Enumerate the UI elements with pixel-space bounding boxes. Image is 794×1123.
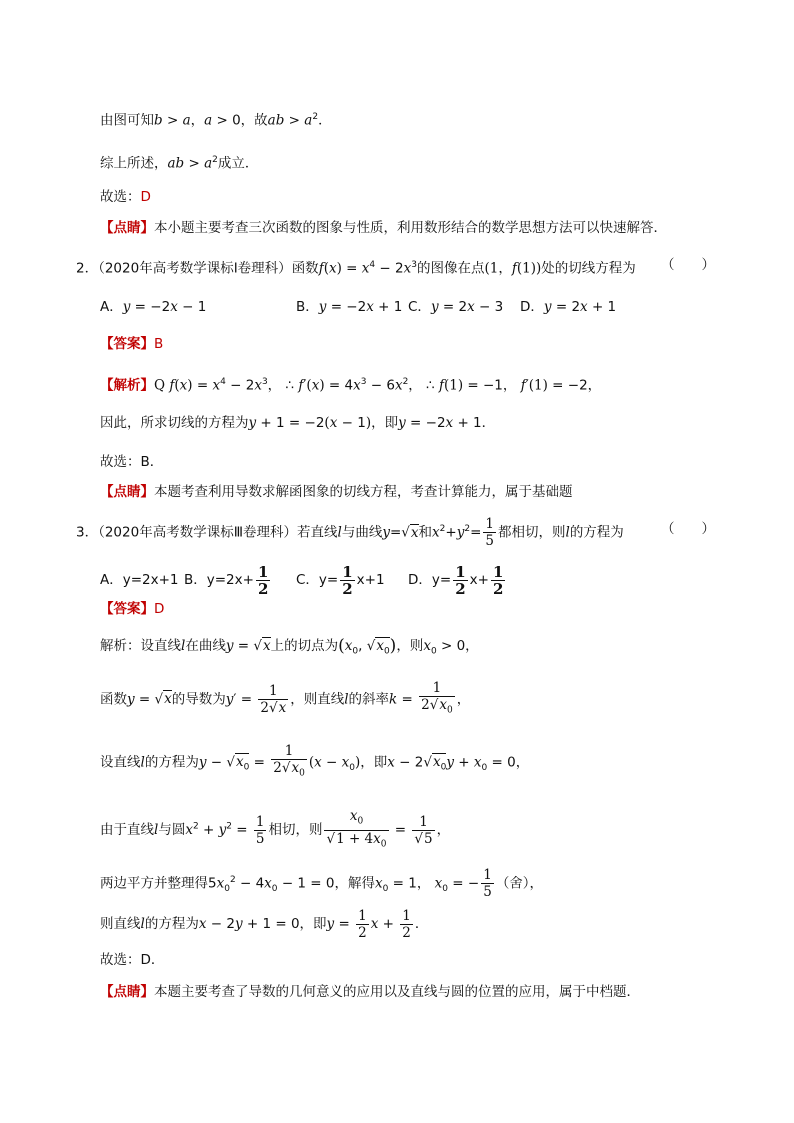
- q1-note: 【点睛】本小题主要考查三次函数的图象与性质，利用数形结合的数学思想方法可以快速解答．: [100, 220, 667, 236]
- q2-option-a[interactable]: A．y = −2x − 1: [100, 299, 207, 315]
- q2-choice: 故选：B．: [100, 454, 164, 470]
- q1-conclusion-line: 综上所述，ab > $a^2$成立．: [100, 155, 259, 172]
- q3-option-d[interactable]: D．y= $\frac{1}{2}$ x+ $\frac{1}{2}$: [408, 562, 504, 598]
- q2-analysis-line2: 因此，所求切线的方程为y + 1 = −2(x − 1)，即y = −2x + 1．: [100, 415, 496, 431]
- q2-note: 【点睛】本题考查利用导数求解函图象的切线方程，考查计算能力，属于基础题: [100, 484, 573, 500]
- q3-analysis-line4: 由于直线l与圆$x^2 + y^2$ = $\frac{1}{5}$ 相切，则 $\frac{x_0}{√1 + 4x_0}$ = $\frac{1}{√5}$ ，: [100, 808, 450, 852]
- q3-analysis-line2: 函数y = √x的导数为y′ = $\frac{1}{2√x}$ ，则直线l的斜率k = $\frac{1}{2√x_0}$ ，: [100, 680, 470, 719]
- q1-deduction-line: 由图可知b > a，a > 0，故ab > $a^2$．: [100, 112, 332, 129]
- q3-stem: 3．（2020年高考数学课标Ⅲ卷理科）若直线l与曲线y=√x和$x^2+y^2=$ $\frac{1}{5}$ 都相切，则l的方程为 （ ）: [76, 512, 624, 550]
- q3-answer-blank: （ ）: [661, 521, 715, 537]
- q3-analysis-line6: 则直线l的方程为x − 2y + 1 = 0，即y = $\frac{1}{2}$ x + $\frac{1}{2}$ ．: [100, 907, 429, 941]
- q2-analysis-line1: 【解析】Q $f(x) = x^4 - 2x^3$， ∴ $f'(x) = 4x^3 - 6x^2$， ∴ f(1) = −1， f′(1) = −2，: [100, 377, 602, 394]
- q2-answer-blank: （ ）: [661, 257, 715, 273]
- q3-choice: 故选：D．: [100, 952, 165, 968]
- q3-analysis-line3: 设直线l的方程为$y - √x_0$ = $\frac{1}{2√x_0}$ $(x - x_0)$，即$x - 2√x_0y + x_0 = 0$，: [100, 743, 529, 786]
- q3-note: 【点睛】本题主要考查了导数的几何意义的应用以及直线与圆的位置的应用，属于中档题．: [100, 984, 640, 1000]
- q3-option-b[interactable]: B．y=2x+ $\frac{1}{2}$: [184, 562, 269, 598]
- q2-option-c[interactable]: C．y = 2x − 3: [408, 299, 504, 315]
- q3-analysis-line5: 两边平方并整理得$5x_0^2 - 4x_0 - 1 = 0$，解得$x_0 = 1$， $x_0$ = − $\frac{1}{5}$ （舍），: [100, 867, 544, 900]
- q2-option-b[interactable]: B．y = −2x + 1: [296, 299, 403, 315]
- q2-stem: 2．（2020年高考数学课标Ⅰ卷理科）函数$f(x) = x^4 - 2x^3$的图像在点(1，f(1))处的切线方程为 （ ）: [76, 257, 715, 277]
- q2-option-d[interactable]: D．y = 2x + 1: [520, 299, 617, 315]
- q3-analysis-line1: 解析：设直线l在曲线y = √x上的切点为($x_0$, $√x_0$)，则$x_0 > 0$，: [100, 636, 479, 657]
- q3-answer: 【答案】D: [100, 601, 165, 617]
- q3-option-c[interactable]: C．y= $\frac{1}{2}$ x+1: [296, 562, 385, 598]
- q2-answer: 【答案】B: [100, 336, 164, 352]
- q1-choice-line: 故选：D: [100, 189, 151, 205]
- q3-option-a[interactable]: A．y=2x+1: [100, 572, 179, 588]
